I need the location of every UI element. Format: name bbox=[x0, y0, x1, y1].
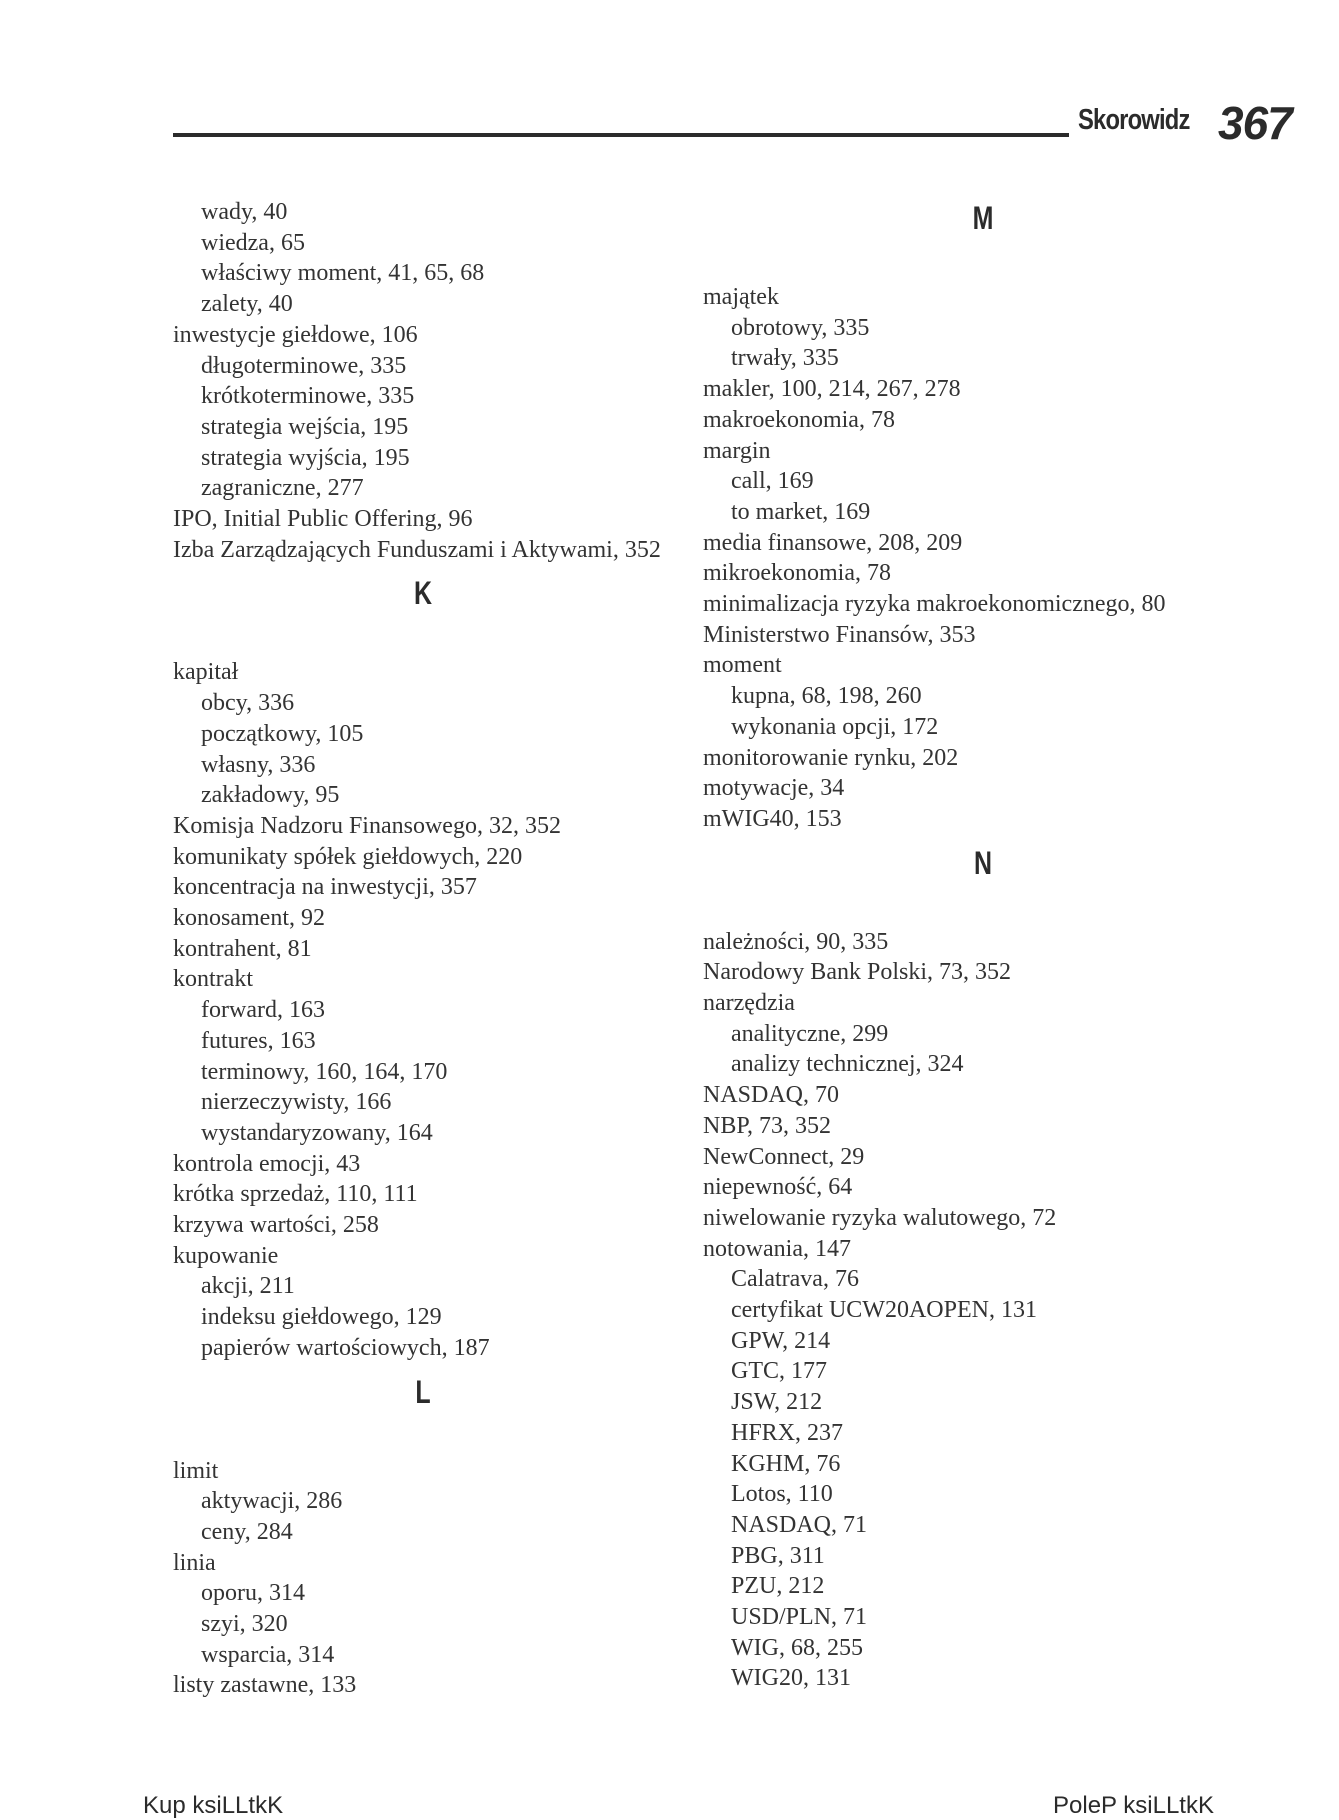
index-subentry: krótkoterminowe, 335 bbox=[201, 383, 415, 410]
index-entry: IPO, Initial Public Offering, 96 bbox=[173, 506, 473, 532]
index-subentry: obcy, 336 bbox=[201, 690, 295, 717]
index-subentry: kupna, 68, 198, 260 bbox=[731, 683, 922, 710]
index-subentry: wsparcia, 314 bbox=[201, 1641, 335, 1668]
index-subentry: certyfikat UCW20AOPEN, 131 bbox=[731, 1297, 1037, 1323]
index-subentry: akcji, 211 bbox=[201, 1273, 295, 1300]
index-entry: motywacje, 34 bbox=[703, 775, 845, 802]
index-entry: kapitał bbox=[173, 659, 239, 686]
index-subentry: oporu, 314 bbox=[201, 1580, 305, 1607]
index-entry: należności, 90, 335 bbox=[703, 928, 889, 955]
index-entry: limit bbox=[173, 1457, 219, 1484]
footer-buy-link[interactable]: Kup ksiLLtkK bbox=[143, 1792, 284, 1819]
index-subentry: ceny, 284 bbox=[201, 1518, 293, 1545]
index-subentry: wykonania opcji, 172 bbox=[731, 713, 939, 740]
index-subentry: PBG, 311 bbox=[731, 1542, 825, 1569]
index-subentry: własny, 336 bbox=[201, 751, 316, 778]
index-subentry: NASDAQ, 71 bbox=[731, 1511, 868, 1538]
index-entry: mWIG40, 153 bbox=[703, 805, 842, 832]
index-entry: niepewność, 64 bbox=[703, 1174, 853, 1201]
index-entry: krótka sprzedaż, 110, 111 bbox=[173, 1181, 418, 1208]
index-subentry: HFRX, 237 bbox=[731, 1419, 844, 1446]
index-entry: kupowanie bbox=[173, 1242, 279, 1269]
index-entry: Komisja Nadzoru Finansowego, 32, 352 bbox=[173, 812, 561, 839]
index-entry: inwestycje giełdowe, 106 bbox=[173, 321, 418, 348]
index-subentry: trwały, 335 bbox=[731, 345, 839, 372]
index-entry: konosament, 92 bbox=[173, 905, 325, 931]
index-section-letter: M bbox=[972, 200, 994, 236]
index-subentry: strategia wyjścia, 195 bbox=[201, 444, 410, 471]
index-subentry: właściwy moment, 41, 65, 68 bbox=[201, 260, 485, 287]
index-entry: majątek bbox=[703, 284, 779, 310]
index-subentry: nierzeczywisty, 166 bbox=[201, 1089, 392, 1116]
index-section-letter: L bbox=[415, 1373, 431, 1410]
index-subentry: aktywacji, 286 bbox=[201, 1488, 343, 1515]
page-number: 367 bbox=[1218, 97, 1292, 149]
index-subentry: wady, 40 bbox=[201, 199, 288, 225]
index-entry: makroekonomia, 78 bbox=[703, 406, 895, 433]
index-subentry: papierów wartościowych, 187 bbox=[201, 1334, 490, 1361]
index-section-letter: K bbox=[413, 575, 433, 612]
index-subentry: terminowy, 160, 164, 170 bbox=[201, 1058, 448, 1085]
index-subentry: call, 169 bbox=[731, 468, 814, 495]
index-subentry: Lotos, 110 bbox=[731, 1481, 833, 1508]
index-entry: listy zastawne, 133 bbox=[173, 1672, 357, 1699]
index-subentry: analizy technicznej, 324 bbox=[731, 1051, 964, 1078]
index-subentry: JSW, 212 bbox=[731, 1389, 823, 1416]
index-subentry: początkowy, 105 bbox=[201, 720, 364, 747]
index-subentry: strategia wejścia, 195 bbox=[201, 413, 409, 440]
index-subentry: zagraniczne, 277 bbox=[201, 475, 364, 502]
index-subentry: WIG20, 131 bbox=[731, 1665, 851, 1692]
index-entry: linia bbox=[173, 1549, 216, 1576]
index-subentry: USD/PLN, 71 bbox=[731, 1604, 868, 1630]
index-entry: niwelowanie ryzyka walutowego, 72 bbox=[703, 1204, 1057, 1231]
index-entry: minimalizacja ryzyka makroekonomicznego, 80 bbox=[703, 591, 1166, 617]
index-subentry: zakładowy, 95 bbox=[201, 782, 340, 809]
index-entry: makler, 100, 214, 267, 278 bbox=[703, 376, 961, 403]
index-subentry: PZU, 212 bbox=[731, 1573, 825, 1600]
index-entry: media finansowe, 208, 209 bbox=[703, 529, 963, 556]
index-subentry: analityczne, 299 bbox=[731, 1020, 889, 1047]
index-entry: koncentracja na inwestycji, 357 bbox=[173, 874, 477, 901]
index-entry: komunikaty spółek giełdowych, 220 bbox=[173, 843, 523, 870]
index-subentry: GPW, 214 bbox=[731, 1327, 831, 1354]
index-entry: kontrola emocji, 43 bbox=[173, 1150, 361, 1177]
index-subentry: wystandaryzowany, 164 bbox=[201, 1119, 433, 1146]
index-entry: Izba Zarządzających Funduszami i Aktywami, 352 bbox=[173, 536, 661, 563]
index-entry: NASDAQ, 70 bbox=[703, 1082, 840, 1109]
index-subentry: GTC, 177 bbox=[731, 1358, 827, 1385]
index-subentry: długoterminowe, 335 bbox=[201, 352, 407, 379]
index-entry: kontrakt bbox=[173, 966, 253, 993]
index-subentry: futures, 163 bbox=[201, 1027, 316, 1054]
index-entry: Narodowy Bank Polski, 73, 352 bbox=[703, 959, 1011, 986]
index-subentry: obrotowy, 335 bbox=[731, 314, 870, 341]
index-subentry: wiedza, 65 bbox=[201, 229, 305, 256]
index-entry: monitorowanie rynku, 202 bbox=[703, 744, 959, 771]
index-entry: margin bbox=[703, 437, 771, 464]
footer-recommend-link[interactable]: PoleP ksiLLtkK bbox=[1053, 1792, 1214, 1819]
index-section-letter: N bbox=[973, 844, 993, 881]
index-subentry: to market, 169 bbox=[731, 498, 871, 525]
index-subentry: szyi, 320 bbox=[201, 1611, 288, 1637]
index-subentry: WIG, 68, 255 bbox=[731, 1634, 863, 1661]
index-entry: krzywa wartości, 258 bbox=[173, 1212, 379, 1238]
index-entry: moment bbox=[703, 652, 782, 679]
index-entry: Ministerstwo Finansów, 353 bbox=[703, 621, 976, 648]
index-subentry: zalety, 40 bbox=[201, 291, 293, 318]
index-subentry: Calatrava, 76 bbox=[731, 1266, 859, 1293]
index-subentry: forward, 163 bbox=[201, 997, 325, 1024]
running-header-title: Skorowidz bbox=[1078, 104, 1190, 136]
index-entry: NBP, 73, 352 bbox=[703, 1112, 832, 1139]
header-rule bbox=[173, 133, 1069, 137]
index-entry: NewConnect, 29 bbox=[703, 1143, 865, 1170]
index-subentry: KGHM, 76 bbox=[731, 1450, 841, 1477]
index-subentry: indeksu giełdowego, 129 bbox=[201, 1304, 442, 1331]
index-entry: mikroekonomia, 78 bbox=[703, 560, 891, 587]
index-entry: narzędzia bbox=[703, 990, 795, 1016]
index-entry: notowania, 147 bbox=[703, 1235, 851, 1262]
index-entry: kontrahent, 81 bbox=[173, 935, 312, 962]
